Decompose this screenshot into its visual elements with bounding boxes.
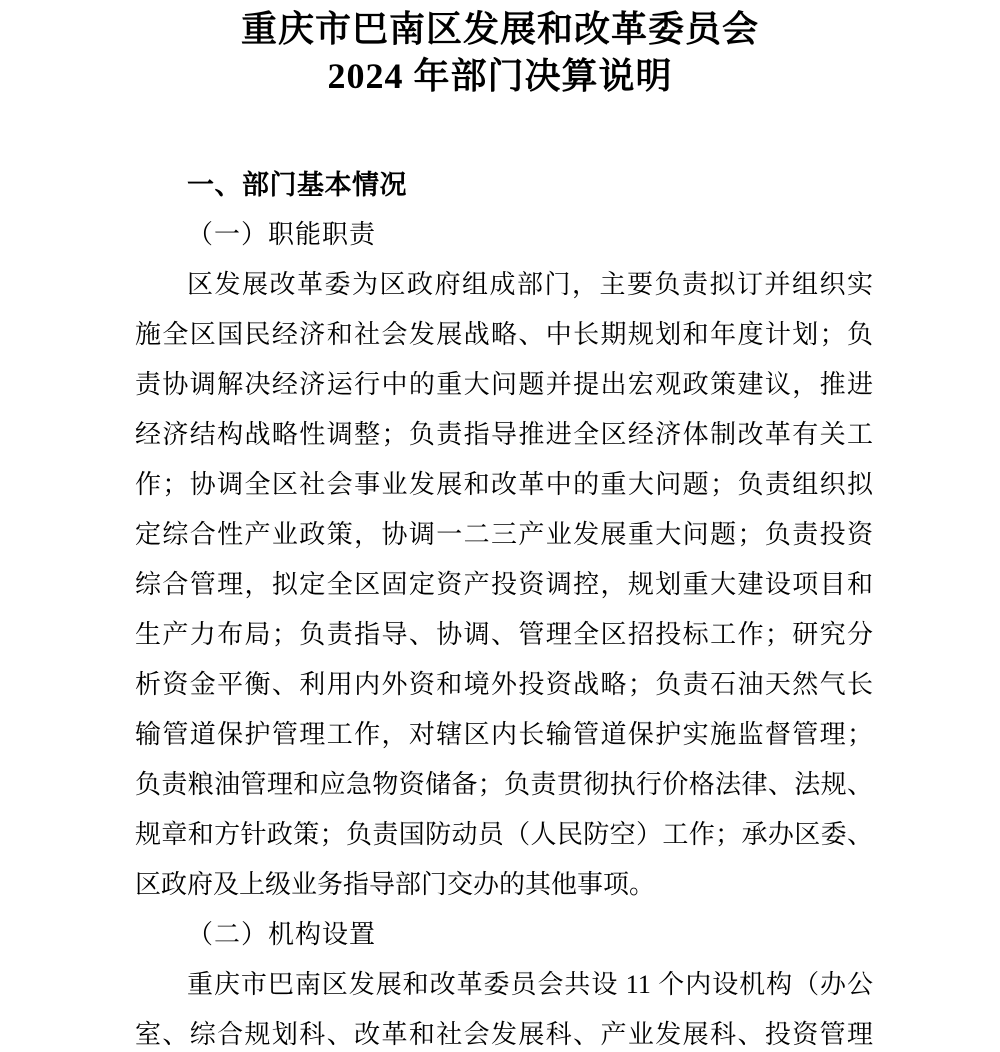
text-line: 作；协调全区社会事业发展和改革中的重大问题；负责组织拟	[135, 470, 873, 499]
section-heading-basic-info: 一、部门基本情况	[187, 170, 407, 200]
document-title	[0, 6, 1000, 100]
text-line: 生产力布局；负责指导、协调、管理全区招投标工作；研究分	[135, 620, 873, 649]
text-line: 规章和方针政策；负责国防动员（人民防空）工作；承办区委、	[135, 820, 873, 849]
text-line: 经济结构战略性调整；负责指导推进全区经济体制改革有关工	[135, 420, 873, 449]
text-line: 输管道保护管理工作，对辖区内长输管道保护实施监督管理；	[135, 720, 873, 749]
text-line: 区政府及上级业务指导部门交办的其他事项。	[135, 870, 656, 899]
text-line: 区发展改革委为区政府组成部门，主要负责拟订并组织实	[187, 270, 873, 299]
text-line: 重庆市巴南区发展和改革委员会共设 11 个内设机构（办公	[187, 970, 873, 999]
document-title-line1: 重庆市巴南区发展和改革委员会	[240, 9, 759, 49]
text-line: 定综合性产业政策，协调一二三产业发展重大问题；负责投资	[135, 520, 873, 549]
text-line: 负责粮油管理和应急物资储备；负责贯彻执行价格法律、法规、	[135, 770, 873, 799]
text-line: 施全区国民经济和社会发展战略、中长期规划和年度计划；负	[135, 320, 873, 349]
paragraph-functions	[135, 260, 873, 910]
subsection-heading-functions: （一）职能职责	[187, 220, 377, 249]
subsection-heading-organization: （二）机构设置	[187, 920, 377, 949]
document-body	[0, 160, 1000, 1052]
document-title-line2: 2024 年部门决算说明	[327, 56, 673, 96]
text-line: 综合管理，拟定全区固定资产投资调控，规划重大建设项目和	[135, 570, 873, 599]
paragraph-organization	[135, 960, 873, 1052]
text-line: 析资金平衡、利用内外资和境外投资战略；负责石油天然气长	[135, 670, 873, 699]
text-line: 责协调解决经济运行中的重大问题并提出宏观政策建议，推进	[135, 370, 873, 399]
text-line: 室、综合规划科、改革和社会发展科、产业发展科、投资管理	[135, 1020, 873, 1049]
